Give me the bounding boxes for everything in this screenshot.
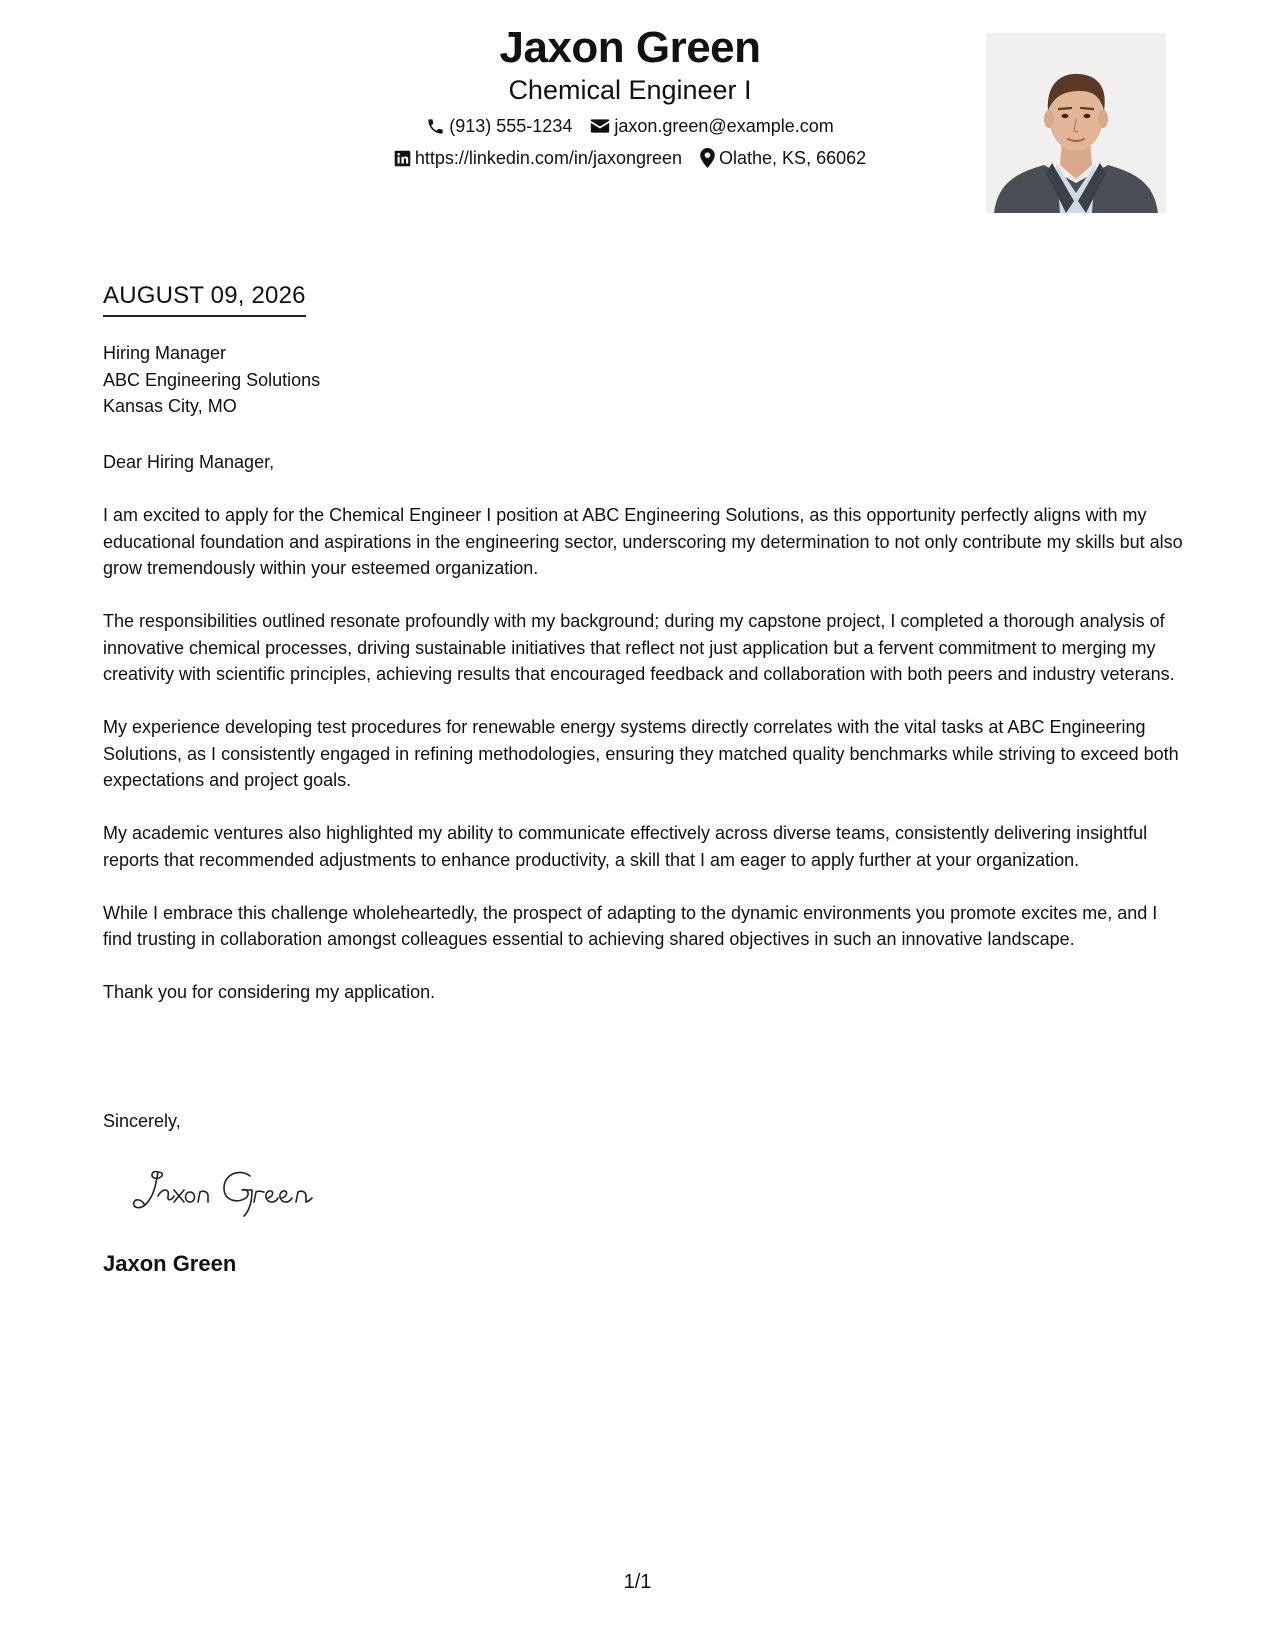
handwritten-signature	[128, 1160, 338, 1220]
contact-email[interactable]	[590, 114, 833, 138]
contact-phone	[426, 114, 572, 138]
phone-number: (913) 555-1234	[449, 116, 573, 136]
body-paragraph: I am excited to apply for the Chemical Engineer I position at ABC Engineering Solutions, as this opportunity perfectly aligns with my educational foundation and aspirations in the engineering sector, underscoring my determination to not only contribute my skills but also grow tremendously within your esteemed organization.	[103, 505, 1183, 578]
email-address: jaxon.green@example.com	[614, 116, 834, 136]
recipient-company: ABC Engineering Solutions	[103, 369, 321, 390]
job-title: Chemical Engineer I	[508, 75, 752, 105]
letter-body	[103, 449, 1183, 1032]
body-paragraph: My academic ventures also highlighted my ability to communicate effectively across diverse teams, consistently delivering insightful reports that recommended adjustments to enhance productivity, a skill that I am eager to apply further at your organization.	[103, 823, 1148, 870]
page-number: 1/1	[623, 1571, 652, 1593]
recipient-name: Hiring Manager	[103, 343, 227, 363]
letter-date: AUGUST 09, 2026	[103, 281, 306, 317]
envelope-icon	[590, 118, 610, 134]
location-text: Olathe, KS, 66062	[719, 148, 867, 168]
linkedin-url: https://linkedin.com/in/jaxongreen	[414, 148, 683, 168]
recipient-block	[103, 340, 320, 420]
closing: Sincerely,	[103, 1111, 181, 1131]
profile-photo	[986, 33, 1166, 213]
body-paragraph: The responsibilities outlined resonate profoundly with my background; during my capstone project, I completed a thorough analysis of innovative chemical processes, driving sustainable initiatives that reflect not just application but a fervent commitment to merging my creativity with scientific principles, achieving results that encouraged feedback and collaboration with both peers and industry veterans.	[103, 611, 1175, 684]
salutation: Dear Hiring Manager,	[103, 452, 275, 472]
linkedin-icon	[394, 150, 411, 167]
body-paragraph: While I embrace this challenge wholeheartedly, the prospect of adapting to the dynamic environments you promote excites me, and I find trusting in collaboration amongst colleagues essential to achieving shared objectives in such an innovative landscape.	[103, 902, 1158, 949]
signer-name: Jaxon Green	[103, 1251, 237, 1276]
body-paragraph: My experience developing test procedures for renewable energy systems directly correlates with the vital tasks at ABC Engineering Solutions, as I consistently engaged in refining methodologies, ensuring they matched quality benchmarks while striving to exceed both expectations and project goals.	[103, 717, 1179, 790]
contact-location	[700, 146, 866, 170]
recipient-location: Kansas City, MO	[103, 396, 237, 416]
phone-icon	[426, 117, 445, 136]
applicant-name: Jaxon Green	[499, 23, 761, 72]
map-pin-icon	[700, 148, 715, 168]
contact-linkedin[interactable]	[394, 146, 682, 170]
thanks-line: Thank you for considering my application.	[103, 982, 436, 1002]
